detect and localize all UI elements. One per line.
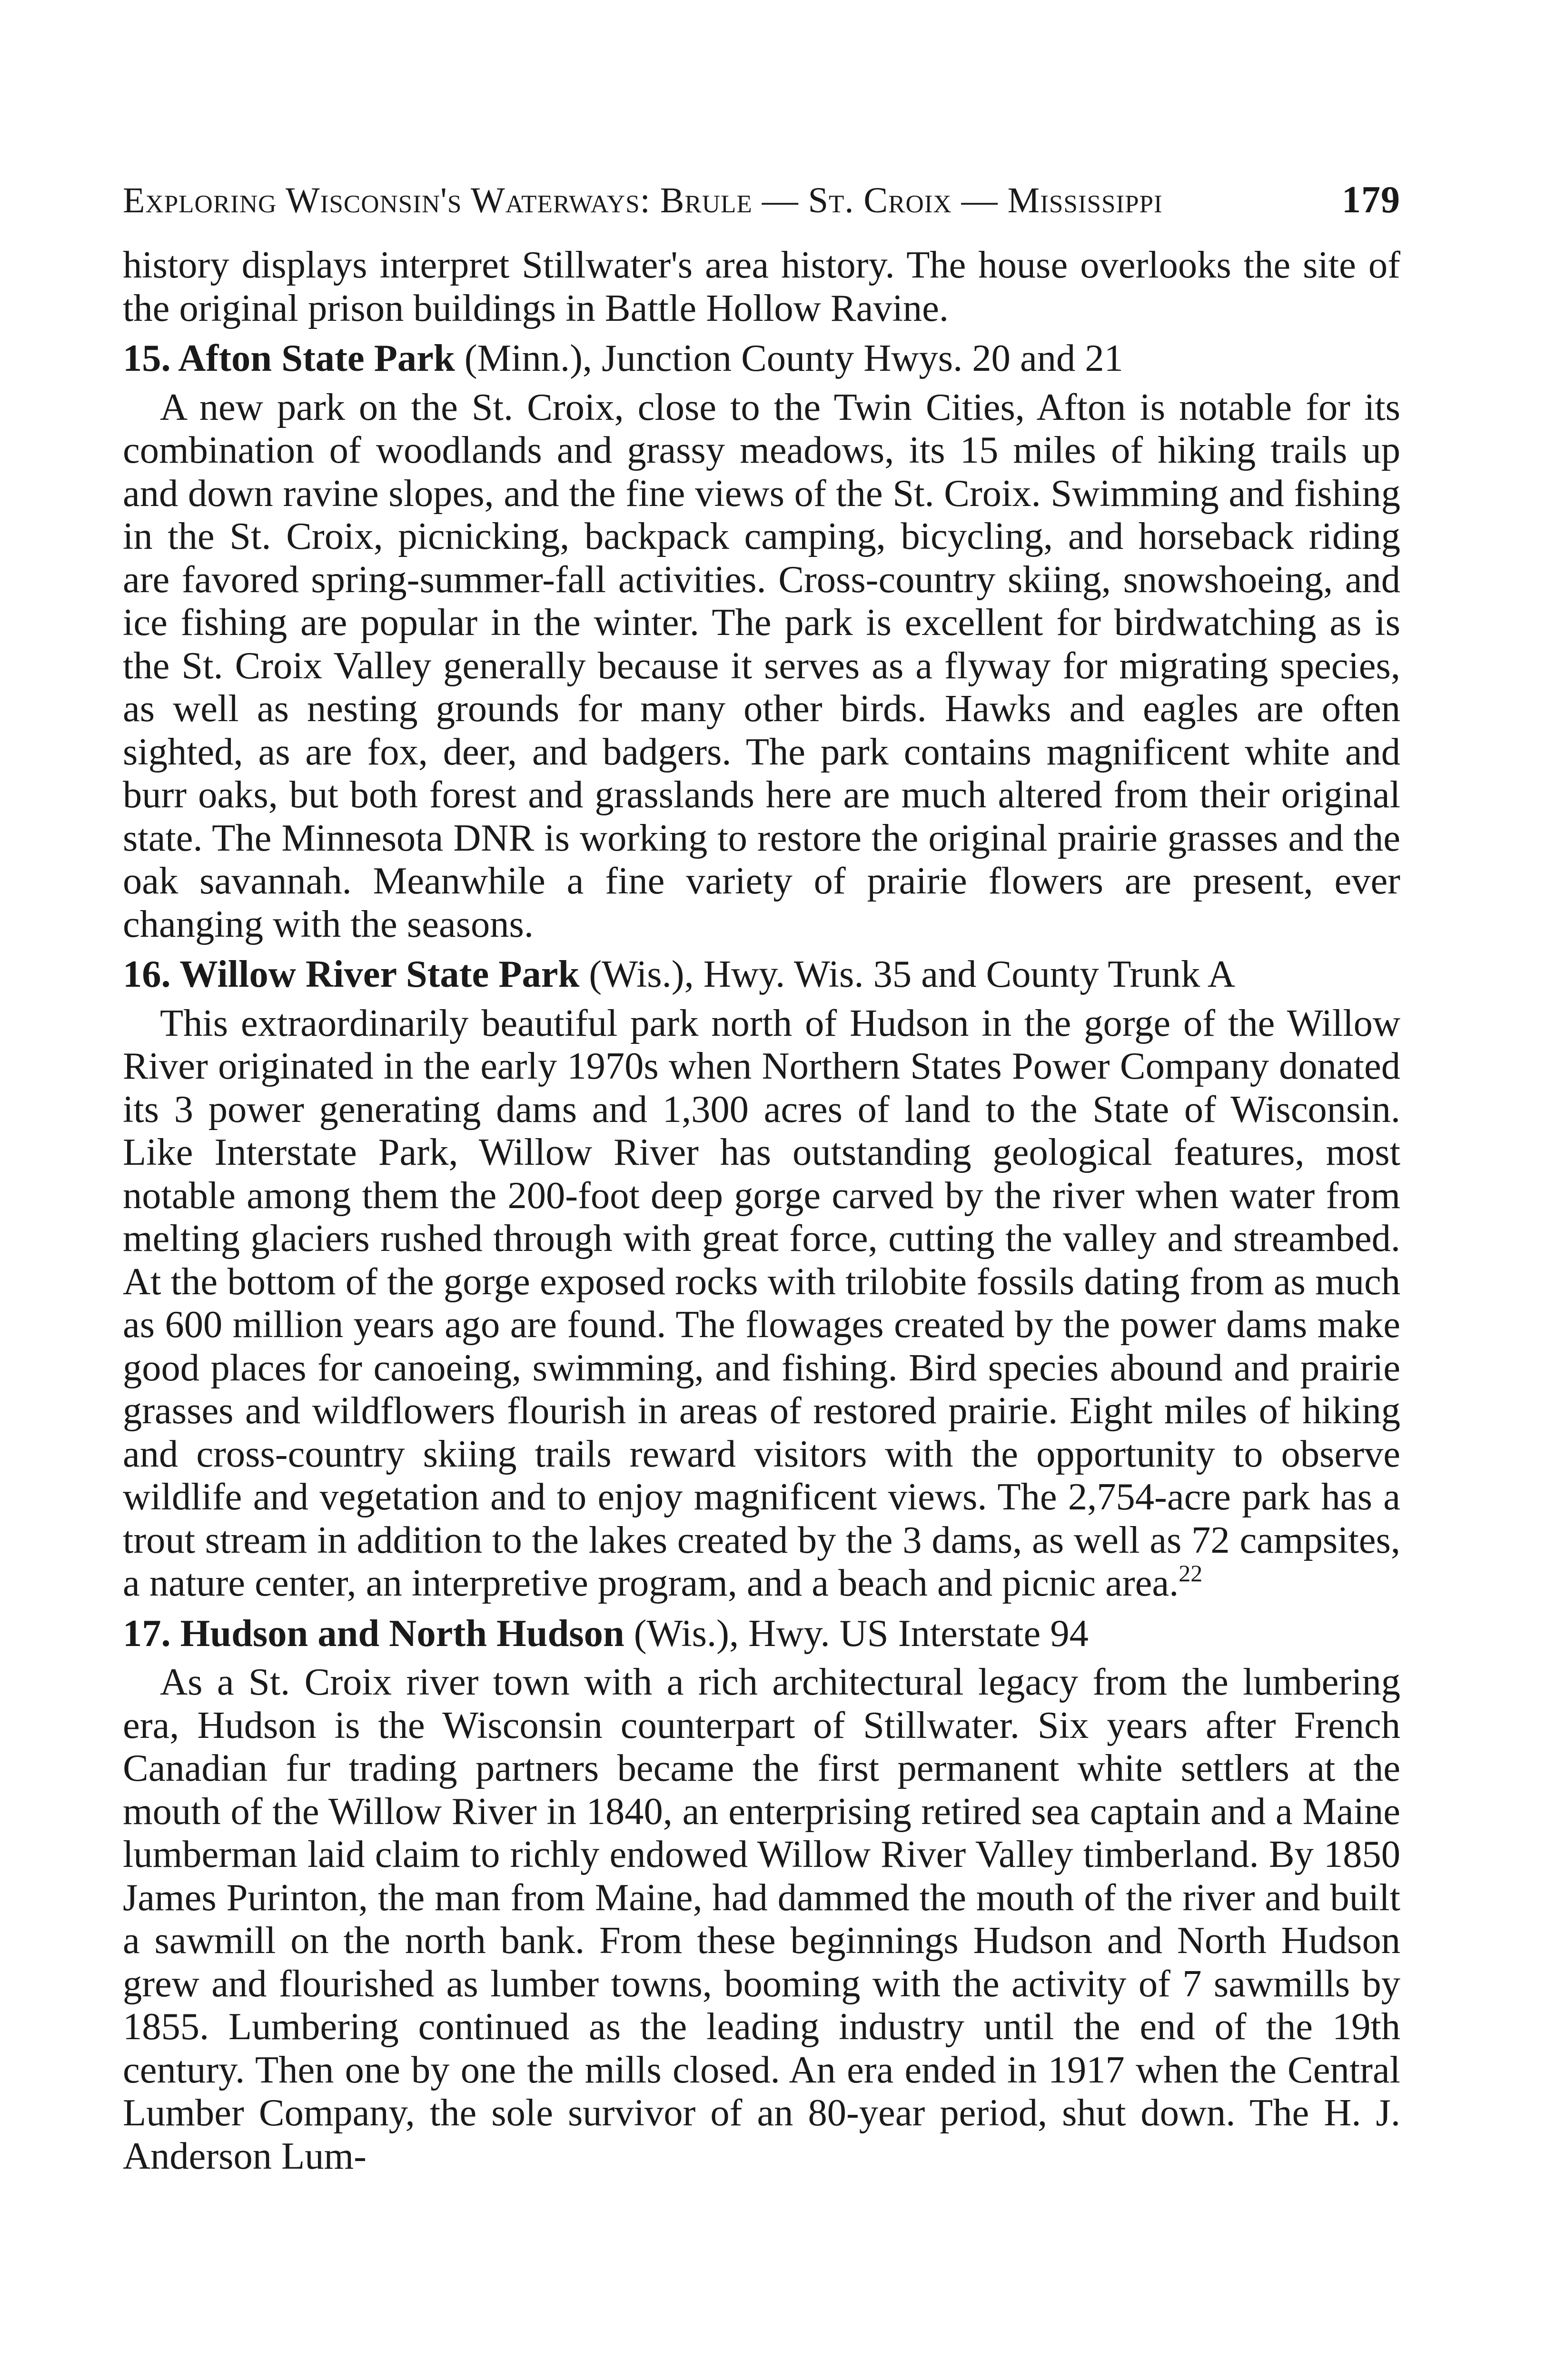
page-number: 179 xyxy=(1342,179,1400,221)
running-title: Exploring Wisconsin's Waterways: Brule — St. Croix — Mississippi xyxy=(123,180,1163,220)
entry-body-text: This extraordinarily beautiful park north of Hudson in the gorge of the Willow River originated in the early 1970s when Northern States Power Company donated its 3 power generating dams and 1,300 acres of land to the State of Wisconsin. Like Interstate Park, Willow River has outstanding geological features, most notable among them the 200-foot deep gorge carved by the river when water from melting glaciers rushed through with great force, cutting the valley and streambed. At the bottom of the gorge exposed rocks with trilobite fossils dating from as much as 600 million years ago are found. The flowages created by the power dams make good places for canoeing, swimming, and fishing. Bird species abound and prairie grasses and wildflowers flourish in areas of restored prairie. Eight miles of hiking and cross-country skiing trails reward visitors with the opportunity to observe wildlife and vegetation and to enjoy magnificent views. The 2,754-acre park has a trout stream in addition to the lakes created by the 3 dams, as well as 72 campsites, a nature center, an interpretive program, and a beach and picnic area. xyxy=(123,1002,1400,1604)
entry-title: 16. Willow River State Park xyxy=(123,953,580,995)
entry-body-afton: A new park on the St. Croix, close to the Twin Cities, Afton is notable for its combination of woodlands and grassy meadows, its 15 miles of hiking trails up and down ravine slopes, and the fine views of the St. Croix. Swimming and fishing in the St. Croix, picnicking, backpack camping, bicycling, and horseback riding are favored spring-summer-fall activities. Cross-country skiing, snowshoeing, and ice fishing are popular in the winter. The park is excellent for birdwatching as is the St. Croix Valley generally because it serves as a flyway for migrating species, as well as nesting grounds for many other birds. Hawks and eagles are often sighted, as are fox, deer, and badgers. The park contains magnificent white and burr oaks, but both forest and grasslands here are much altered from their original state. The Minnesota DNR is working to restore the original prairie grasses and the oak savannah. Meanwhile a fine variety of prairie flowers are present, ever changing with the seasons. xyxy=(123,386,1400,945)
page-content xyxy=(123,181,1400,2178)
intro-paragraph: history displays interpret Stillwater's area history. The house overlooks the site of the original prison buildings in Battle Hollow Ravine. xyxy=(123,244,1400,329)
footnote-reference: 22 xyxy=(1179,1560,1203,1587)
entry-title: 15. Afton State Park xyxy=(123,337,455,379)
entry-location: (Wis.), Hwy. US Interstate 94 xyxy=(634,1612,1089,1655)
entry-heading-afton xyxy=(123,337,1400,380)
body-text xyxy=(123,244,1400,2178)
entry-location: (Minn.), Junction County Hwys. 20 and 21 xyxy=(464,337,1123,379)
running-head xyxy=(123,181,1400,219)
entry-body-hudson: As a St. Croix river town with a rich architectural legacy from the lumbering era, Hudson is the Wisconsin counterpart of Stillwater. Six years after French Canadian fur trading partners became the first permanent white settlers at the mouth of the Willow River in 1840, an enterprising retired sea captain and a Maine lumberman laid claim to richly endowed Willow River Valley timberland. By 1850 James Purinton, the man from Maine, had dammed the mouth of the river and built a sawmill on the north bank. From these beginnings Hudson and North Hudson grew and flourished as lumber towns, booming with the activity of 7 sawmills by 1855. Lumbering continued as the leading industry until the end of the 19th century. Then one by one the mills closed. An era ended in 1917 when the Central Lumber Company, the sole survivor of an 80-year period, shut down. The H. J. Anderson Lum- xyxy=(123,1661,1400,2177)
entry-body-willow-river xyxy=(123,1002,1400,1605)
entry-title: 17. Hudson and North Hudson xyxy=(123,1612,624,1655)
entry-heading-willow-river xyxy=(123,953,1400,996)
entry-heading-hudson xyxy=(123,1612,1400,1656)
entry-location: (Wis.), Hwy. Wis. 35 and County Trunk A xyxy=(589,953,1236,995)
